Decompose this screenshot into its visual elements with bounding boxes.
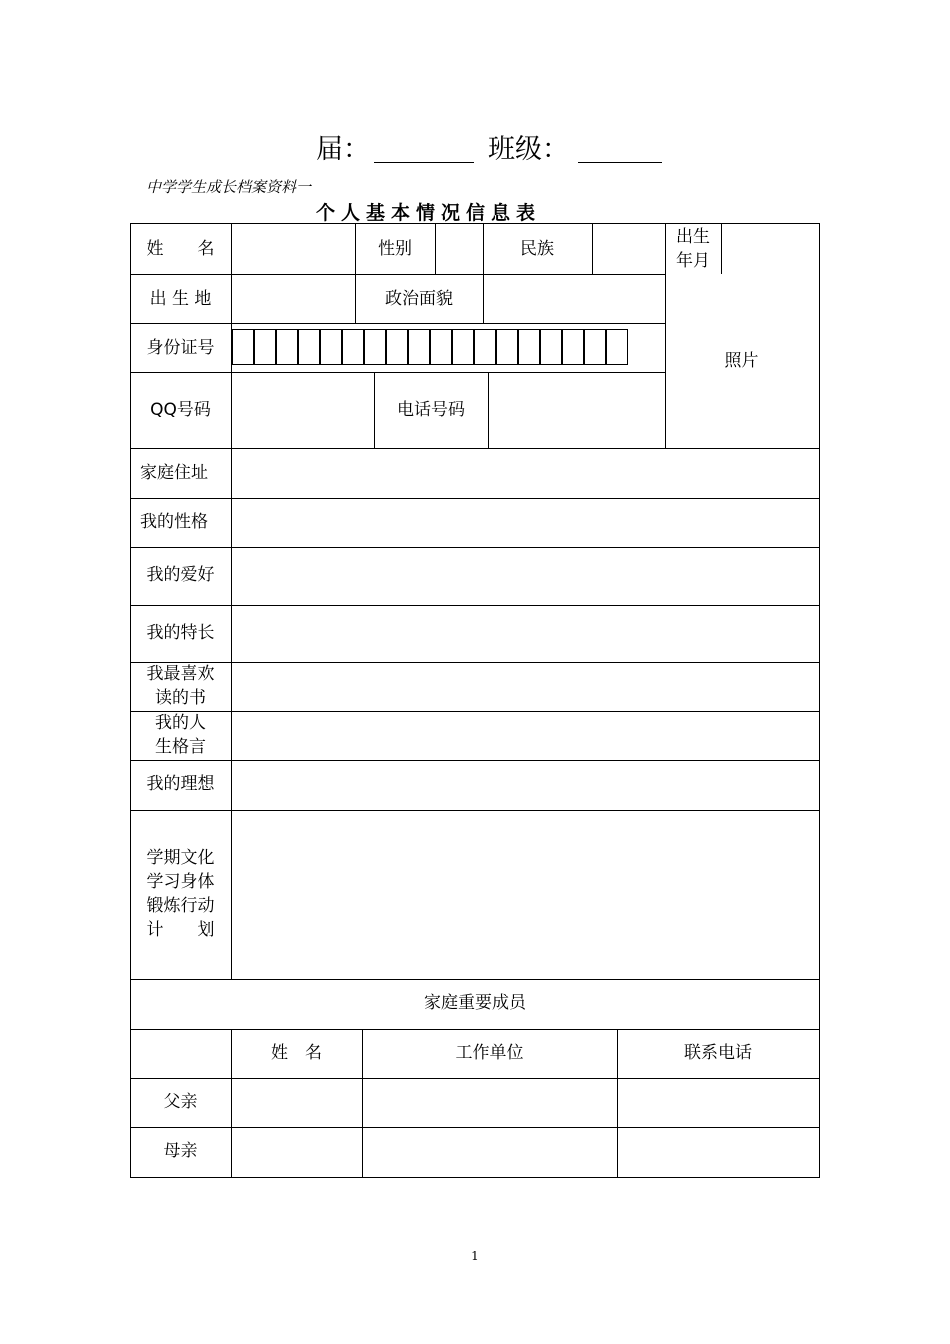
plan-label: [131, 809, 230, 978]
id-digit-box[interactable]: [474, 329, 496, 365]
plan-line3: 锻炼行动: [146, 895, 215, 916]
plan-line2: 学习身体: [146, 871, 215, 892]
motto-label: [131, 710, 230, 759]
phone-label: 电话号码: [397, 400, 465, 420]
header-line: [0, 128, 950, 172]
birthplace-label: 出 生 地: [149, 288, 212, 309]
id-digit-box[interactable]: [430, 329, 452, 365]
col-divider: [435, 224, 436, 274]
id-number-label: 身份证号: [146, 337, 215, 358]
col-divider: [488, 372, 489, 448]
id-digit-box[interactable]: [320, 329, 342, 365]
page-number: 1: [471, 1249, 479, 1263]
favorite-book-line2: 读的书: [155, 687, 206, 708]
form-title: 个人基本情况信息表: [316, 202, 542, 224]
photo-label: 照片: [724, 351, 759, 371]
plan-line4: 计 划: [146, 919, 215, 940]
name-label: 姓 名: [146, 239, 215, 259]
col-divider: [721, 224, 722, 274]
session-blank[interactable]: [374, 161, 474, 163]
row-divider: [131, 810, 819, 811]
row-divider: [131, 1078, 819, 1079]
id-digit-box[interactable]: [342, 329, 364, 365]
family-col-name: 姓 名: [271, 1042, 322, 1063]
plan-line1: 学期文化: [146, 847, 215, 868]
row-divider: [131, 547, 819, 548]
family-col-phone: 联系电话: [684, 1042, 752, 1063]
row-divider: [131, 760, 819, 761]
id-digit-box[interactable]: [452, 329, 474, 365]
row-divider: [131, 498, 819, 499]
mother-label: 母亲: [163, 1141, 198, 1161]
qq-label: QQ号码: [150, 400, 211, 420]
gender-label: 性别: [378, 239, 412, 259]
id-digit-box[interactable]: [562, 329, 584, 365]
id-digit-box[interactable]: [606, 329, 628, 365]
id-digit-box[interactable]: [518, 329, 540, 365]
ethnicity-label: 民族: [520, 239, 554, 259]
family-section-title: 家庭重要成员: [424, 993, 526, 1013]
favorite-book-label: [131, 661, 230, 710]
row-divider: [131, 1127, 819, 1128]
row-divider: [131, 711, 819, 712]
id-digit-box[interactable]: [298, 329, 320, 365]
motto-line2: 生格言: [155, 736, 206, 757]
document-subtitle: 中学学生成长档案资料一: [146, 178, 312, 196]
father-label: 父亲: [163, 1091, 198, 1112]
birth-label-line1: 出生: [676, 227, 710, 247]
row-divider: [131, 662, 819, 663]
id-digit-box[interactable]: [232, 329, 254, 365]
birth-label-line2: 年月: [676, 251, 710, 271]
birth-label: [665, 224, 721, 274]
id-digit-box[interactable]: [584, 329, 606, 365]
col-divider: [592, 224, 593, 274]
row-divider: [131, 605, 819, 606]
favorite-book-line1: 我最喜欢: [146, 663, 215, 684]
session-label: 届：: [316, 134, 370, 165]
ideal-label: 我的理想: [146, 774, 215, 794]
id-digit-box[interactable]: [386, 329, 408, 365]
motto-line1: 我的人: [155, 712, 206, 733]
family-col-work: 工作单位: [455, 1042, 524, 1063]
class-label: 班级：: [488, 134, 569, 165]
specialties-label: 我的特长: [146, 622, 215, 643]
hobbies-label: 我的爱好: [146, 565, 215, 585]
address-label: 家庭住址: [140, 462, 208, 483]
id-digit-box[interactable]: [496, 329, 518, 365]
id-digit-box[interactable]: [276, 329, 298, 365]
id-digit-box[interactable]: [408, 329, 430, 365]
id-digit-box[interactable]: [364, 329, 386, 365]
class-blank[interactable]: [578, 161, 662, 163]
id-digit-box[interactable]: [540, 329, 562, 365]
row-divider: [131, 448, 819, 449]
personality-label: 我的性格: [140, 511, 208, 532]
political-label: 政治面貌: [385, 288, 453, 309]
id-digit-box[interactable]: [254, 329, 276, 365]
